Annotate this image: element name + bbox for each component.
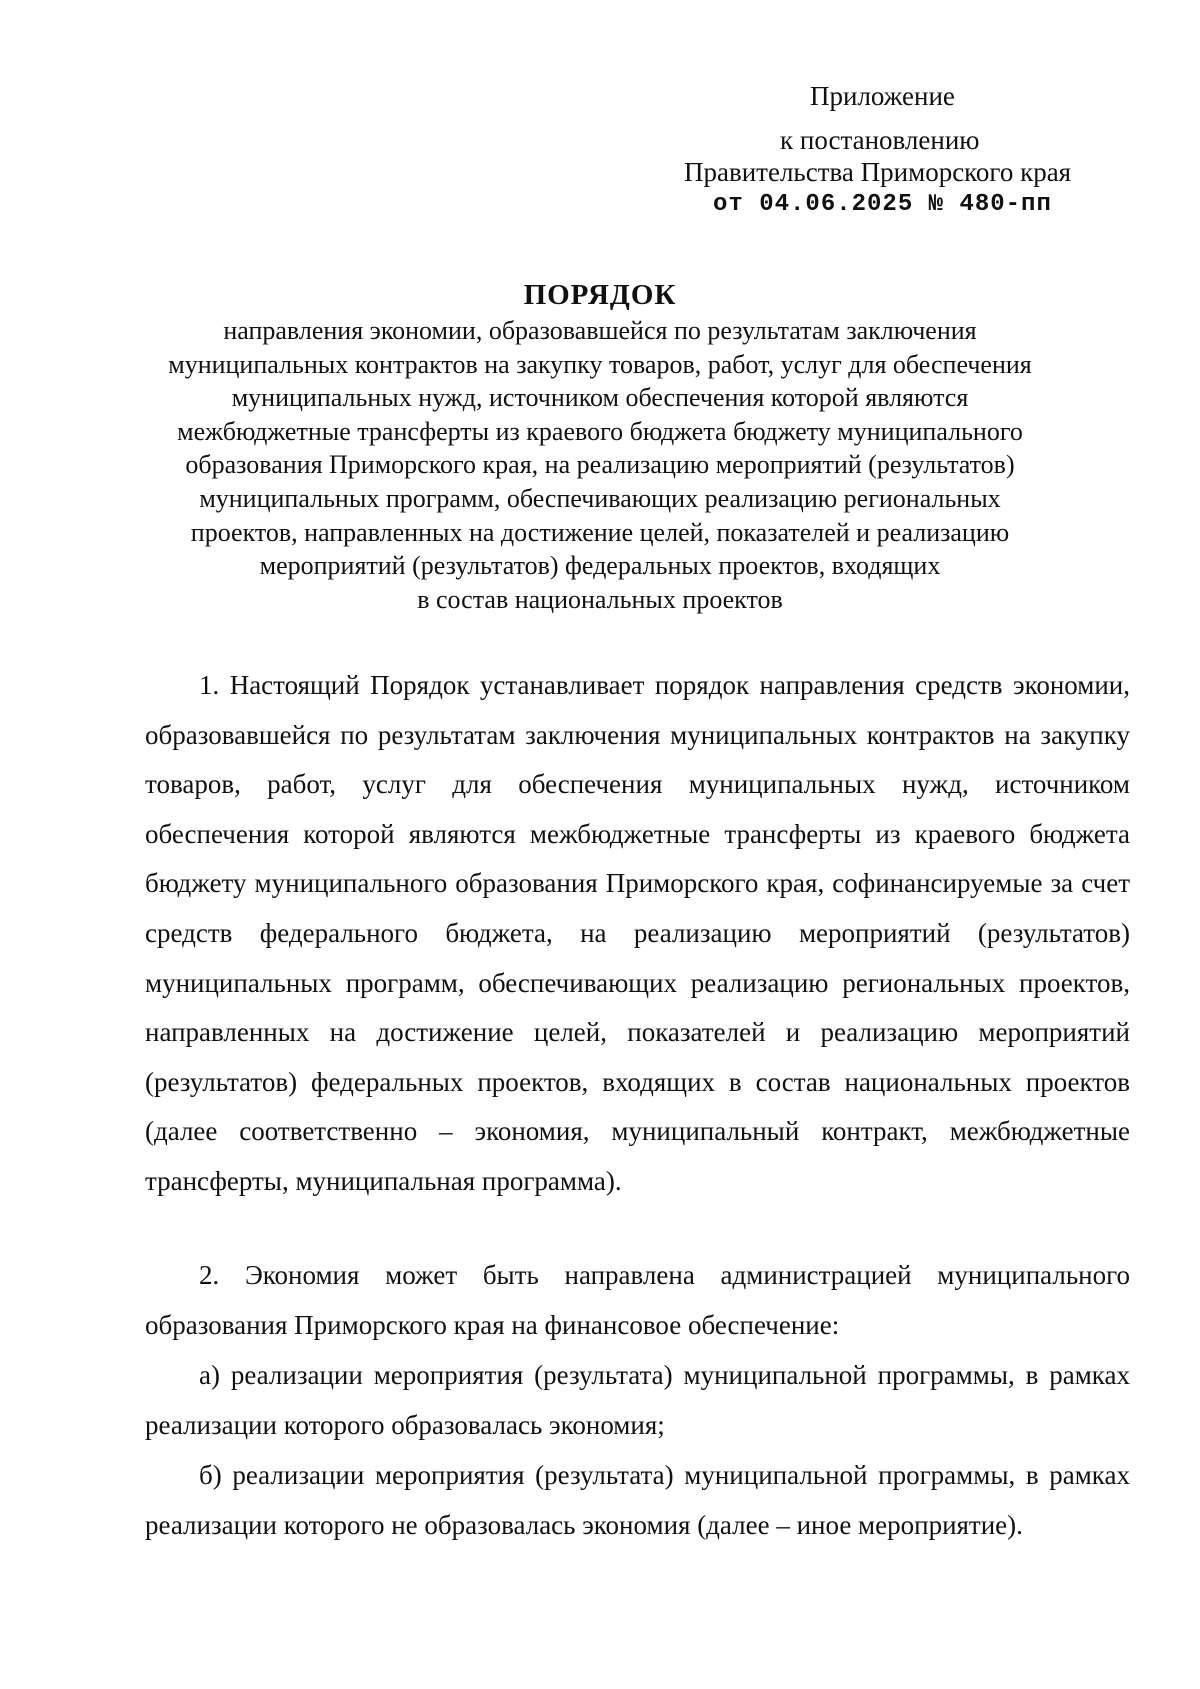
- subtitle-line: мероприятий (результатов) федеральных проектов, входящих: [259, 551, 941, 581]
- appendix-to-resolution: к постановлению: [780, 125, 980, 155]
- paragraph-3b: б) реализации мероприятия (результата) муниципальной программы, в рамках реализации которого не образовалась экономия (далее – иное мероприятие).: [145, 1460, 1130, 1540]
- appendix-date-number: от 04.06.2025 № 480-пп: [713, 191, 1052, 218]
- subtitle-line: направления экономии, образовавшейся по результатам заключения: [223, 316, 977, 345]
- paragraph-3a: а) реализации мероприятия (результата) муниципальной программы, в рамках реализации которого образовалась экономия;: [145, 1360, 1130, 1440]
- appendix-title: Приложение: [810, 81, 955, 111]
- subtitle-line: в состав национальных проектов: [417, 584, 783, 614]
- subtitle-line: муниципальных программ, обеспечивающих реализацию региональных: [199, 483, 1001, 513]
- paragraph-1: 1. Настоящий Порядок устанавливает порядок направления средств экономии, образовавшейся по результатам заключения муниципальных контрактов на закупку товаров, работ, услуг для обеспечения муниципальных нужд, источником обеспечения которой являются межбюджетные трансферты из краевого бюджета бюджету муниципального образования Приморского края, софинансируемые за счет средств федерального бюджета, на реализацию мероприятий (результатов) муниципальных программ, обеспечивающих реализацию региональных проектов, направленных на достижение целей, показателей и реализацию мероприятий (результатов) федеральных проектов, входящих в состав национальных проектов (далее соответственно – экономия, муниципальный контракт, межбюджетные трансферты, муниципальная программа).: [145, 670, 1130, 1196]
- subtitle-line: муниципальных нужд, источником обеспечения которой являются: [231, 383, 969, 413]
- subtitle-line: муниципальных контрактов на закупку товаров, работ, услуг для обеспечения: [168, 349, 1032, 379]
- document-title: ПОРЯДОК: [523, 279, 677, 311]
- appendix-government: Правительства Приморского края: [684, 157, 1072, 187]
- subtitle-line: образования Приморского края, на реализацию мероприятий (результатов): [185, 450, 1015, 480]
- subtitle-line: проектов, направленных на достижение целей, показателей и реализацию: [190, 517, 1010, 547]
- subtitle-line: межбюджетные трансферты из краевого бюджета бюджету муниципального: [177, 416, 1023, 446]
- document-subtitle: [130, 314, 1070, 616]
- paragraph-2: 2. Экономия может быть направлена администрацией муниципального образования Приморского края на финансовое обеспечение:: [145, 1260, 1130, 1340]
